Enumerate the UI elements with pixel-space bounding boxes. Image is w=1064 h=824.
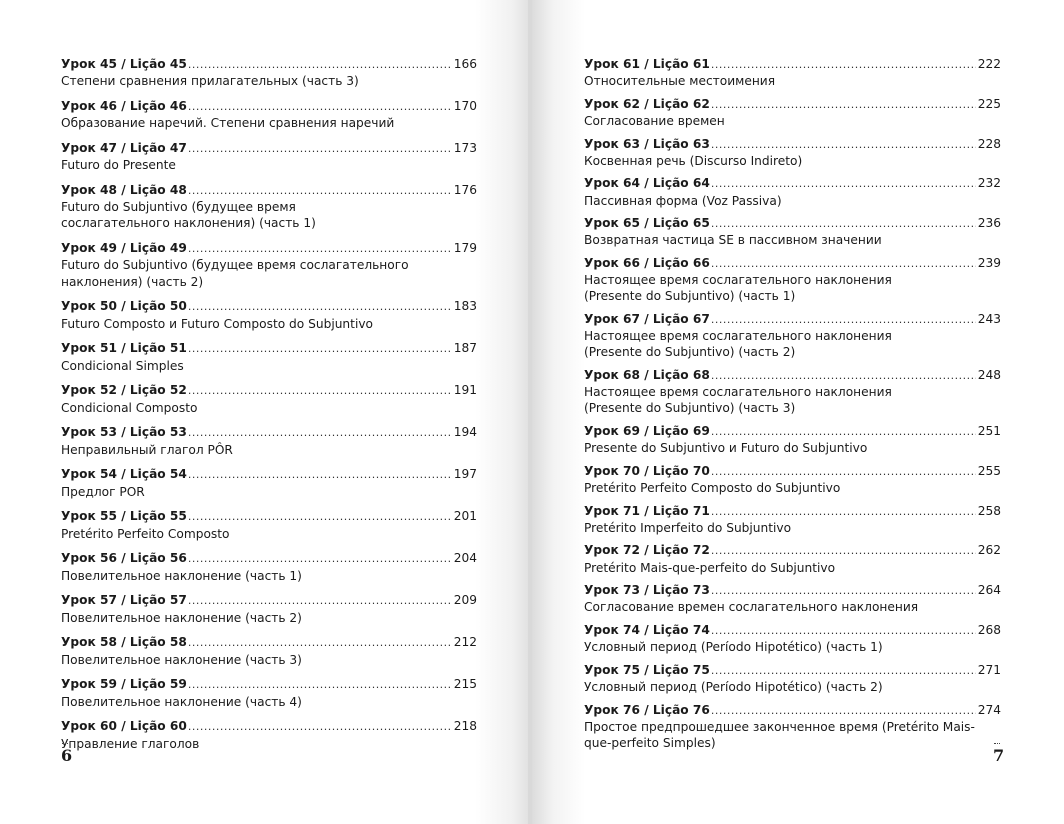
lesson-topic: Condicional Simples <box>61 358 184 373</box>
lesson-topic: Futuro do Subjuntivo (будущее время сослагательного наклонения) (часть 1) <box>61 200 316 231</box>
toc-entry-heading <box>61 382 477 399</box>
lesson-topic: Степени сравнения прилагательных (часть 3) <box>61 74 359 89</box>
toc-entry-heading <box>61 98 477 115</box>
lesson-title: Урок 47 / Lição 47 <box>61 141 187 155</box>
toc-entry-heading <box>584 582 1001 599</box>
page-ref: 243 <box>977 311 1001 326</box>
lesson-topic: Повелительное наклонение (часть 2) <box>61 610 302 625</box>
dot-leader <box>188 467 452 483</box>
toc-entry[interactable] <box>584 503 1001 536</box>
lesson-topic: Согласование времен сослагательного наклонения <box>584 600 919 615</box>
page-ref: 274 <box>977 702 1001 717</box>
dot-leader <box>711 464 976 480</box>
page-ref: 232 <box>977 176 1001 191</box>
toc-entry-heading <box>584 622 1001 639</box>
lesson-topic: Косвенная речь (Discurso Indireto) <box>584 153 803 168</box>
dot-leader <box>711 312 976 328</box>
toc-entry-heading <box>584 542 1001 559</box>
toc-entry-heading <box>61 592 477 609</box>
lesson-topic: Неправильный глагол PÔR <box>61 442 233 457</box>
dot-leader <box>188 719 452 735</box>
page-ref: 173 <box>453 141 477 155</box>
lesson-topic: Возвратная частица SE в пассивном значении <box>584 233 882 248</box>
lesson-topic: Образование наречий. Степени сравнения наречий <box>61 116 395 131</box>
lesson-title: Урок 64 / Lição 64 <box>584 176 710 191</box>
dot-leader <box>188 551 452 567</box>
page-ref: 215 <box>453 677 477 692</box>
toc-entry-heading <box>584 662 1001 679</box>
toc-entry[interactable] <box>61 424 477 457</box>
toc-entry-heading <box>584 702 1001 719</box>
lesson-topic: Повелительное наклонение (часть 1) <box>61 568 302 583</box>
lesson-title: Урок 61 / Lição 61 <box>584 57 710 71</box>
page-number: 6 <box>61 746 73 765</box>
toc-entry[interactable] <box>61 240 477 290</box>
page-ref: 187 <box>453 341 477 356</box>
page-ref: 176 <box>453 183 477 197</box>
lesson-topic: Настоящее время сослагательного наклонения (Presente do Subjuntivo) (часть 2) <box>584 329 892 360</box>
lesson-title: Урок 53 / Lição 53 <box>61 425 187 440</box>
lesson-title: Урок 59 / Lição 59 <box>61 677 187 692</box>
lesson-title: Урок 75 / Lição 75 <box>584 662 710 677</box>
lesson-title: Урок 45 / Lição 45 <box>61 57 187 71</box>
toc-entry-heading <box>584 423 1001 440</box>
dot-leader <box>711 176 976 192</box>
toc-entry[interactable] <box>61 298 477 331</box>
left-page <box>0 0 528 824</box>
dot-leader <box>711 663 976 679</box>
dot-leader <box>711 703 976 719</box>
lesson-topic: Pretérito Imperfeito do Subjuntivo <box>584 520 792 535</box>
toc-entry[interactable] <box>584 215 1001 248</box>
toc-entry[interactable] <box>61 718 477 751</box>
lesson-title: Урок 52 / Lição 52 <box>61 383 187 398</box>
lesson-topic: Presente do Subjuntivo и Futuro do Subjuntivo <box>584 441 868 456</box>
page-ref: 194 <box>453 425 477 440</box>
lesson-topic: Пассивная форма (Voz Passiva) <box>584 193 782 208</box>
lesson-topic: Настоящее время сослагательного наклонения (Presente do Subjuntivo) (часть 3) <box>584 385 892 416</box>
toc-entry-heading <box>584 255 1001 272</box>
toc-entry[interactable] <box>61 98 477 131</box>
lesson-topic: Повелительное наклонение (часть 4) <box>61 694 302 709</box>
toc-entry[interactable] <box>584 96 1001 129</box>
toc-entry[interactable] <box>584 463 1001 496</box>
lesson-topic: Относительные местоимения <box>584 74 776 89</box>
toc-entry-heading <box>61 634 477 651</box>
lesson-title: Урок 74 / Lição 74 <box>584 622 710 637</box>
dot-leader <box>188 57 452 73</box>
toc-entry[interactable] <box>584 582 1001 615</box>
dot-leader <box>711 424 976 440</box>
lesson-title: Урок 68 / Lição 68 <box>584 367 710 382</box>
page-ref: 201 <box>453 509 477 524</box>
toc-entry[interactable] <box>61 56 477 89</box>
lesson-title: Урок 76 / Lição 76 <box>584 702 710 717</box>
toc-entry[interactable] <box>61 550 477 583</box>
lesson-title: Урок 56 / Lição 56 <box>61 551 187 566</box>
lesson-title: Урок 51 / Lição 51 <box>61 341 187 356</box>
page-ref: 236 <box>977 216 1001 231</box>
lesson-title: Урок 71 / Lição 71 <box>584 503 710 518</box>
toc-entry[interactable] <box>584 423 1001 456</box>
toc-entry[interactable] <box>584 56 1001 89</box>
toc-entry-heading <box>584 215 1001 232</box>
toc-entry[interactable] <box>584 175 1001 208</box>
page-ref: 179 <box>453 241 477 256</box>
lesson-topic: Futuro do Subjuntivo (будущее время сослагательного наклонения) (часть 2) <box>61 258 409 289</box>
toc-entry-heading <box>61 718 477 735</box>
lesson-title: Урок 49 / Lição 49 <box>61 241 187 256</box>
toc-entry[interactable] <box>61 508 477 541</box>
toc-entry-heading <box>584 463 1001 480</box>
toc-entry-heading <box>61 182 477 199</box>
dot-leader <box>711 368 976 384</box>
page-ref: 222 <box>977 57 1001 71</box>
page-ref: 264 <box>977 583 1001 598</box>
lesson-title: Урок 62 / Lição 62 <box>584 96 710 111</box>
toc-entry-heading <box>61 508 477 525</box>
page-ref: 251 <box>977 423 1001 438</box>
page-ref: 248 <box>977 367 1001 382</box>
dot-leader <box>188 99 452 115</box>
page-ref: 262 <box>977 543 1001 558</box>
toc-list <box>61 56 477 752</box>
toc-entry-heading <box>61 550 477 567</box>
toc-entry-heading <box>61 676 477 693</box>
lesson-title: Урок 70 / Lição 70 <box>584 463 710 478</box>
page-ref: 218 <box>453 719 477 734</box>
page-number: 7 <box>993 746 1005 765</box>
toc-entry-heading <box>61 340 477 357</box>
page-ref: 268 <box>977 622 1001 637</box>
lesson-topic: Простое предпрошедшее законченное время (Pretérito Mais-que-perfeito Simples) <box>584 719 975 750</box>
toc-entry-heading <box>584 175 1001 192</box>
lesson-topic: Предлог POR <box>61 484 145 499</box>
toc-entry[interactable] <box>584 311 1001 361</box>
toc-entry[interactable] <box>61 140 477 173</box>
dot-leader <box>188 183 452 199</box>
lesson-title: Урок 46 / Lição 46 <box>61 99 187 113</box>
toc-entry-heading <box>584 311 1001 328</box>
lesson-topic: Pretérito Perfeito Composto <box>61 526 230 541</box>
toc-entry[interactable] <box>584 136 1001 169</box>
lesson-title: Урок 58 / Lição 58 <box>61 635 187 650</box>
dot-leader <box>711 543 976 559</box>
toc-list <box>584 56 1001 751</box>
toc-entry-heading <box>584 367 1001 384</box>
lesson-title: Урок 73 / Lição 73 <box>584 583 710 598</box>
dot-leader <box>711 97 976 113</box>
page-ref: 228 <box>977 136 1001 151</box>
dot-leader <box>711 623 976 639</box>
lesson-title: Урок 63 / Lição 63 <box>584 136 710 151</box>
dot-leader <box>188 593 452 609</box>
toc-entry[interactable] <box>584 662 1001 695</box>
dot-leader <box>188 509 452 525</box>
dot-leader <box>188 383 452 399</box>
page-ref: 183 <box>453 299 477 314</box>
dot-leader <box>711 216 976 232</box>
toc-entry[interactable] <box>584 255 1001 305</box>
lesson-topic: Условный период (Período Hipotético) (часть 1) <box>584 640 883 655</box>
lesson-topic: Повелительное наклонение (часть 3) <box>61 652 302 667</box>
toc-entry[interactable] <box>584 702 1001 752</box>
page-ref: 225 <box>977 96 1001 111</box>
lesson-title: Урок 65 / Lição 65 <box>584 216 710 231</box>
page-ref: 170 <box>453 99 477 113</box>
lesson-topic: Futuro Composto и Futuro Composto do Subjuntivo <box>61 316 373 331</box>
toc-entry[interactable] <box>61 634 477 667</box>
lesson-topic: Pretérito Mais-que-perfeito do Subjuntivo <box>584 560 836 575</box>
lesson-title: Урок 48 / Lição 48 <box>61 183 187 197</box>
toc-entry[interactable] <box>61 340 477 373</box>
dot-leader <box>188 425 452 441</box>
toc-entry[interactable] <box>61 382 477 415</box>
dot-leader <box>188 141 452 157</box>
toc-entry-heading <box>584 96 1001 113</box>
lesson-title: Урок 67 / Lição 67 <box>584 311 710 326</box>
dot-leader <box>711 57 976 73</box>
lesson-title: Урок 72 / Lição 72 <box>584 543 710 558</box>
lesson-title: Урок 50 / Lição 50 <box>61 299 187 314</box>
lesson-topic: Настоящее время сослагательного наклонения (Presente do Subjuntivo) (часть 1) <box>584 273 892 304</box>
toc-entry[interactable] <box>584 542 1001 575</box>
toc-entry-heading <box>61 140 477 157</box>
toc-entry[interactable] <box>584 622 1001 655</box>
toc-entry-heading <box>584 136 1001 153</box>
page-ref: 197 <box>453 467 477 482</box>
lesson-topic: Согласование времен <box>584 114 725 128</box>
lesson-topic: Управление глаголов <box>61 736 200 751</box>
page-ref: 166 <box>453 57 477 71</box>
lesson-title: Урок 66 / Lição 66 <box>584 255 710 270</box>
page-ref: 191 <box>453 383 477 398</box>
page-ref: 204 <box>453 551 477 566</box>
dot-leader <box>188 677 452 693</box>
dot-leader <box>188 341 452 357</box>
dot-leader <box>188 299 452 315</box>
toc-entry-heading <box>61 298 477 315</box>
toc-entry-heading <box>61 56 477 73</box>
toc-entry-heading <box>61 424 477 441</box>
page-ref: 255 <box>977 463 1001 478</box>
page-ref: 271 <box>977 662 1001 677</box>
toc-entry-heading <box>61 240 477 257</box>
lesson-title: Урок 57 / Lição 57 <box>61 593 187 608</box>
page-ref: 209 <box>453 593 477 608</box>
lesson-title: Урок 54 / Lição 54 <box>61 467 187 482</box>
toc-entry-heading <box>584 503 1001 520</box>
dot-leader <box>188 635 452 651</box>
dot-leader <box>711 137 976 153</box>
page-ref: 258 <box>977 503 1001 518</box>
lesson-title: Урок 55 / Lição 55 <box>61 509 187 524</box>
dot-leader <box>711 583 976 599</box>
lesson-topic: Условный период (Período Hipotético) (часть 2) <box>584 679 883 694</box>
right-page <box>532 0 1064 824</box>
lesson-topic: Futuro do Presente <box>61 158 176 173</box>
lesson-topic: Pretérito Perfeito Composto do Subjuntivo <box>584 480 841 495</box>
toc-entry[interactable] <box>584 367 1001 417</box>
lesson-title: Урок 60 / Lição 60 <box>61 719 187 734</box>
page-ref: 239 <box>977 255 1001 270</box>
lesson-topic: Condicional Composto <box>61 400 198 415</box>
toc-entry-heading <box>61 466 477 483</box>
toc-entry[interactable] <box>61 182 477 232</box>
toc-entry[interactable] <box>61 676 477 709</box>
dot-leader <box>188 241 452 257</box>
lesson-title: Урок 69 / Lição 69 <box>584 423 710 438</box>
toc-entry-heading <box>584 56 1001 73</box>
toc-entry[interactable] <box>61 466 477 499</box>
toc-entry[interactable] <box>61 592 477 625</box>
dot-leader <box>711 504 976 520</box>
dot-leader <box>711 256 976 272</box>
page-ref: 212 <box>453 635 477 650</box>
